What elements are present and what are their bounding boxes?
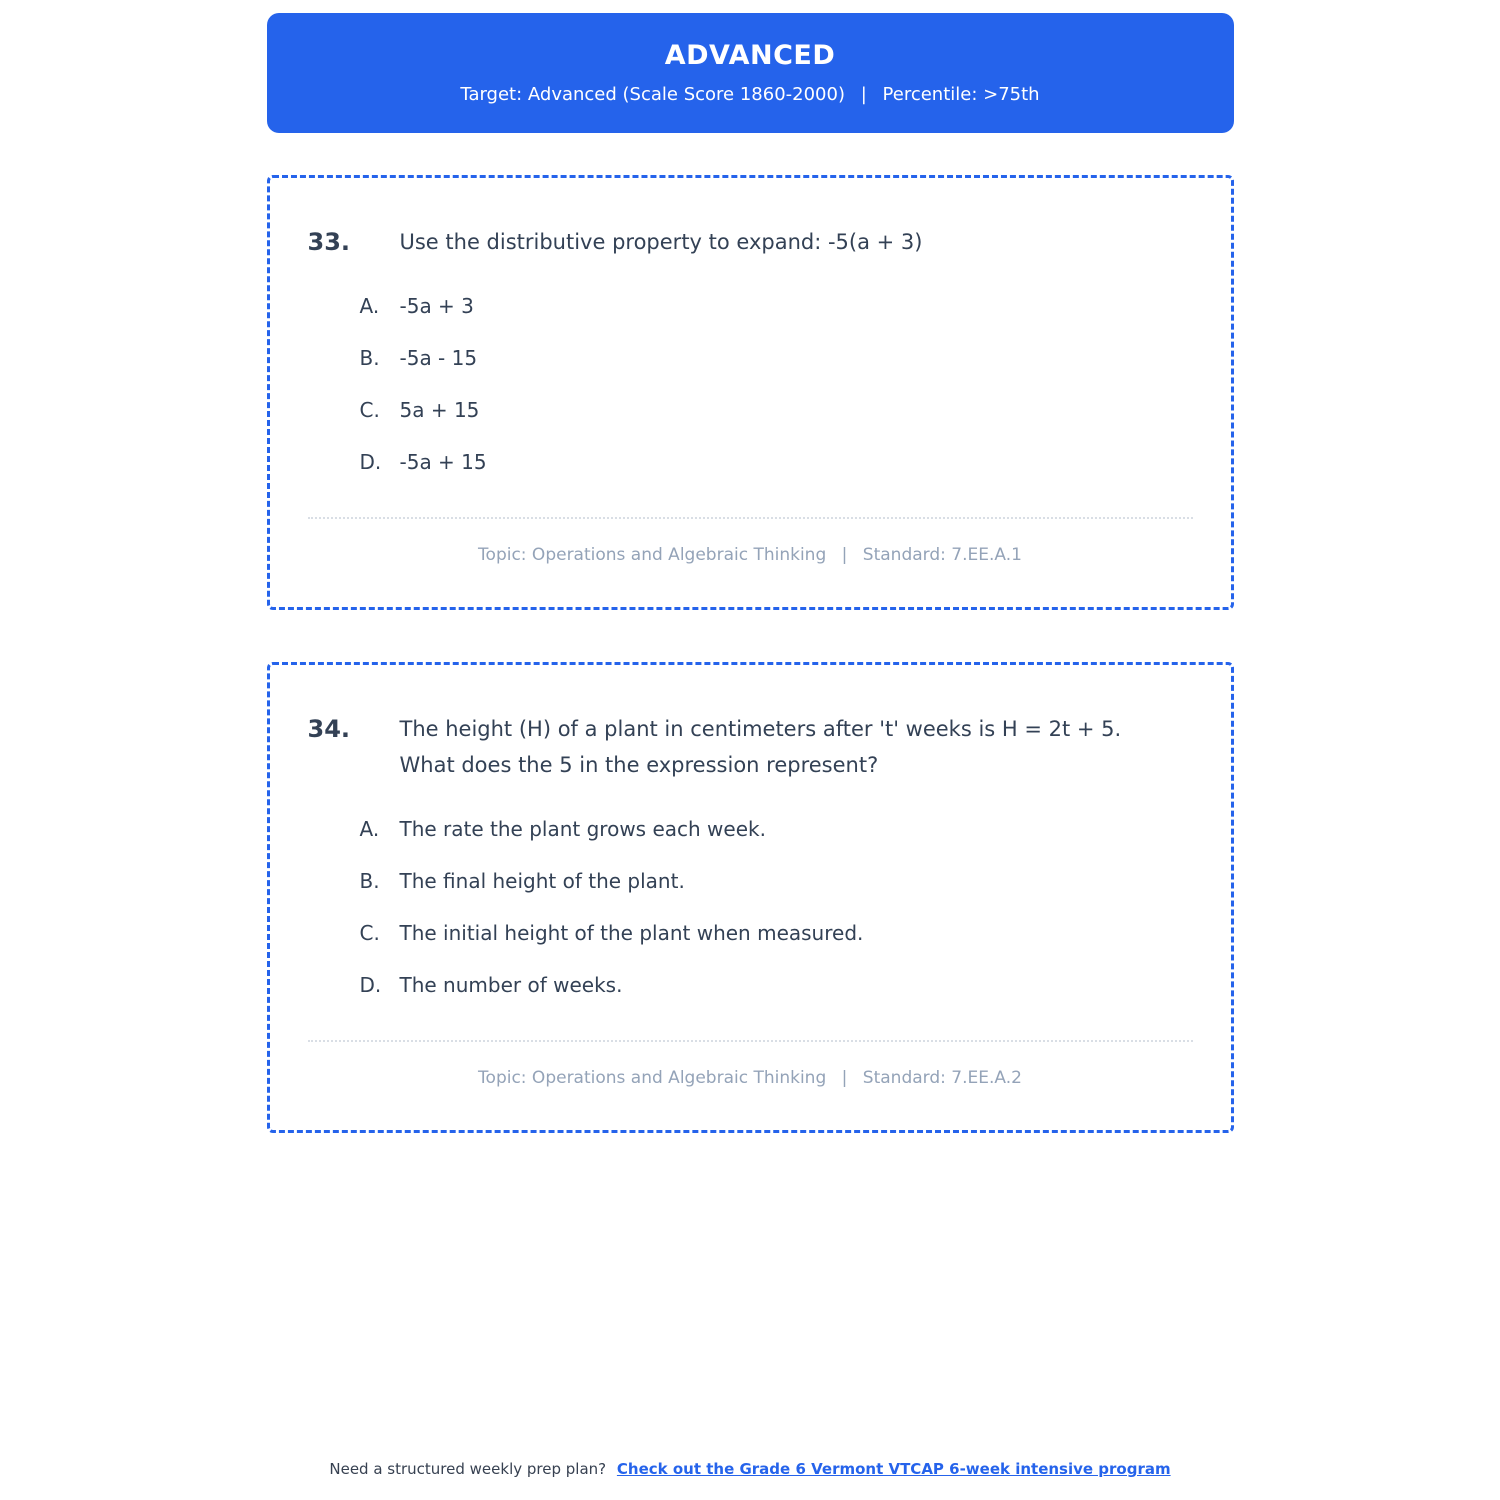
question-row	[308, 224, 1193, 261]
option-text: 5a + 15	[399, 397, 480, 422]
option-text: The final height of the plant.	[399, 869, 685, 894]
option-c	[360, 397, 1193, 423]
options-list	[308, 816, 1193, 998]
question-text: Use the distributive property to expand: -5(a + 3)	[399, 229, 923, 254]
option-letter: C.	[359, 397, 380, 422]
option-text: The rate the plant grows each week.	[399, 817, 766, 842]
topic-label: Topic: Operations and Algebraic Thinking	[478, 544, 827, 565]
options-list	[308, 293, 1193, 475]
option-letter: D.	[359, 973, 382, 998]
option-text: The number of weeks.	[399, 973, 623, 998]
question-number: 33.	[307, 227, 351, 256]
standard-label: Standard: 7.EE.A.2	[862, 1068, 1022, 1089]
option-a	[360, 816, 1193, 842]
question-number: 34.	[307, 714, 351, 743]
footer-prompt: Need a structured weekly prep plan?	[329, 1460, 607, 1478]
question-card-34	[267, 662, 1234, 1134]
meta-separator: |	[841, 544, 848, 565]
option-text: -5a + 3	[399, 293, 474, 318]
subtitle-separator: |	[860, 84, 867, 106]
option-text: The initial height of the plant when measured.	[399, 921, 864, 946]
score-band-target: Target: Advanced (Scale Score 1860-2000)	[460, 84, 845, 106]
meta-divider	[308, 517, 1193, 519]
worksheet-page	[267, 0, 1234, 1133]
option-letter: B.	[359, 345, 380, 370]
meta-divider	[308, 1040, 1193, 1042]
question-text: The height (H) of a plant in centimeters after 't' weeks is H = 2t + 5. What does the 5 in the expression represent?	[399, 716, 1122, 778]
program-link[interactable]: Check out the Grade 6 Vermont VTCAP 6-week intensive program	[616, 1460, 1171, 1478]
option-b	[360, 868, 1193, 894]
option-letter: D.	[359, 449, 382, 474]
score-band-percentile: Percentile: >75th	[882, 84, 1040, 106]
option-letter: A.	[359, 817, 380, 842]
option-a	[360, 293, 1193, 319]
option-text: -5a - 15	[399, 345, 478, 370]
option-letter: C.	[359, 921, 380, 946]
option-letter: A.	[359, 293, 380, 318]
score-band-header	[267, 13, 1234, 133]
option-d	[360, 972, 1193, 998]
footer	[0, 1460, 1500, 1478]
question-meta	[308, 1068, 1193, 1088]
option-c	[360, 920, 1193, 946]
question-meta	[308, 545, 1193, 565]
standard-label: Standard: 7.EE.A.1	[862, 544, 1022, 565]
question-card-33	[267, 175, 1234, 610]
option-b	[360, 345, 1193, 371]
score-band-title: ADVANCED	[664, 40, 836, 71]
option-letter: B.	[359, 869, 380, 894]
topic-label: Topic: Operations and Algebraic Thinking	[478, 1068, 827, 1089]
score-band-subtitle	[287, 83, 1214, 106]
option-text: -5a + 15	[399, 449, 487, 474]
option-d	[360, 449, 1193, 475]
question-row	[308, 711, 1193, 785]
meta-separator: |	[841, 1068, 848, 1089]
